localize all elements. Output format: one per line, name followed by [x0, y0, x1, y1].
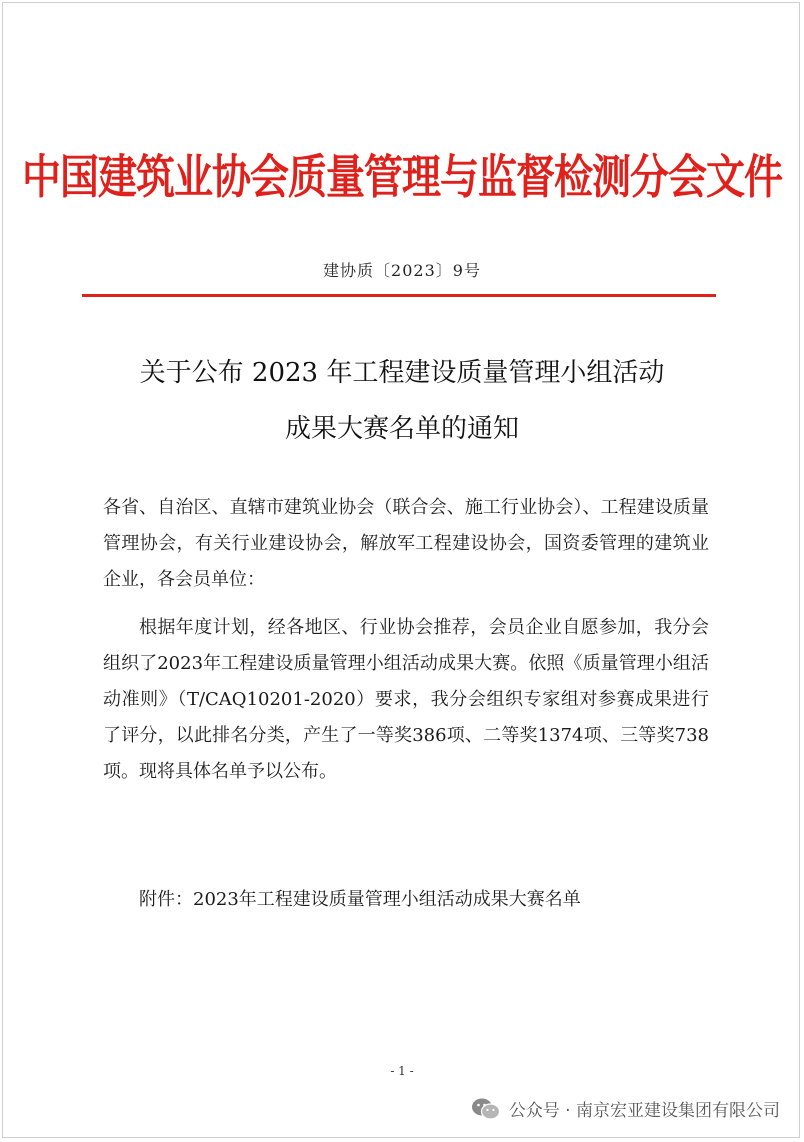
watermark-text: 公众号 · 南京宏亚建设集团有限公司 [508, 1101, 780, 1121]
masthead-title: 中国建筑业协会质量管理与监督检测分会文件 [21, 150, 782, 205]
red-divider [82, 294, 716, 297]
notice-title-line1: 关于公布 2023 年工程建设质量管理小组活动 [139, 358, 665, 388]
attachment-line: 附件：2023年工程建设质量管理小组活动成果大赛名单 [139, 889, 581, 910]
watermark [471, 1096, 780, 1121]
body-paragraph: 根据年度计划，经各地区、行业协会推荐，会员企业自愿参加，我分会组织了2023年工程建设质量管理小组活动成果大赛。依照《质量管理小组活动准则》（T/CAQ10201-2020）要求，我分会组织专家组对参赛成果进行了评分，以此排名分类，产生了一等奖386项、二等奖1374项、三等奖738项。现将具体名单予以公布。 [103, 617, 709, 782]
notice-title-line2: 成果大赛名单的通知 [284, 414, 519, 444]
addressee-paragraph: 各省、自治区、直辖市建筑业协会（联合会、施工行业协会）、工程建设质量管理协会，有关行业建设协会，解放军工程建设协会，国资委管理的建筑业企业，各会员单位： [103, 497, 709, 590]
document-number: 建协质〔2023〕9号 [323, 261, 481, 280]
wechat-icon [471, 1097, 501, 1121]
page-number: - 1 - [390, 1064, 414, 1078]
